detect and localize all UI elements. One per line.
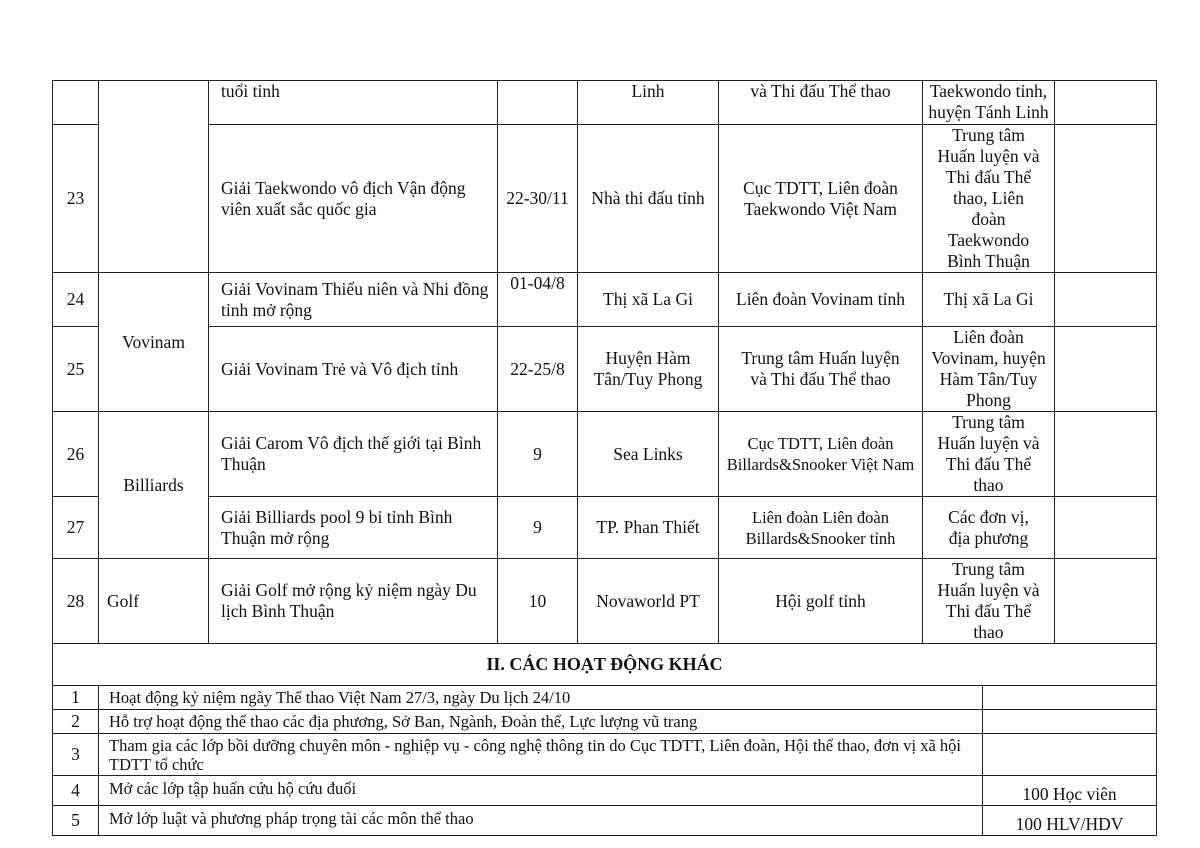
event-cell: Giải Vovinam Thiếu niên và Nhi đồng tỉnh mở rộng <box>209 273 498 327</box>
list-item <box>53 710 1157 734</box>
coordinator-cell: Liên đoàn Vovinam, huyện Hàm Tân/Tuy Phong <box>923 327 1055 412</box>
event-cell: Giải Billiards pool 9 bi tỉnh Bình Thuận mở rộng <box>209 497 498 559</box>
item-number: 5 <box>53 806 99 836</box>
event-cell: Giải Golf mở rộng kỷ niệm ngày Du lịch Bình Thuận <box>209 559 498 644</box>
row-number-cell: 24 <box>53 273 99 327</box>
sport-cell: Golf <box>99 559 209 644</box>
list-item <box>53 806 1157 836</box>
coordinator-cell: Trung tâm Huấn luyện và Thi đấu Thể thao <box>923 559 1055 644</box>
item-target: 100 Học viên <box>983 776 1157 806</box>
venue-cell: Sea Links <box>578 412 719 497</box>
time-cell: 22-25/8 <box>498 327 578 412</box>
note-cell <box>1055 559 1157 644</box>
time-cell: 9 <box>498 412 578 497</box>
row-number-cell: 27 <box>53 497 99 559</box>
event-cell: tuổi tỉnh <box>209 81 498 125</box>
coordinator-cell: Taekwondo tỉnh, huyện Tánh Linh <box>923 81 1055 125</box>
table-row <box>53 559 1157 644</box>
section-heading-row <box>53 644 1157 686</box>
time-cell: 22-30/11 <box>498 125 578 273</box>
time-cell: 10 <box>498 559 578 644</box>
item-target <box>983 710 1157 734</box>
list-item <box>53 734 1157 776</box>
time-cell <box>498 81 578 125</box>
note-cell <box>1055 497 1157 559</box>
time-cell: 9 <box>498 497 578 559</box>
row-number-cell: 23 <box>53 125 99 273</box>
row-number-cell: 26 <box>53 412 99 497</box>
item-number: 1 <box>53 686 99 710</box>
organizer-cell: Liên đoàn Liên đoàn Billards&Snooker tỉnh <box>719 497 923 559</box>
venue-cell: Novaworld PT <box>578 559 719 644</box>
note-cell <box>1055 412 1157 497</box>
list-item <box>53 686 1157 710</box>
item-number: 3 <box>53 734 99 776</box>
organizer-cell: Cục TDTT, Liên đoàn Taekwondo Việt Nam <box>719 125 923 273</box>
table-row <box>53 412 1157 497</box>
event-cell: Giải Vovinam Trẻ và Vô địch tỉnh <box>209 327 498 412</box>
organizer-cell: Liên đoàn Vovinam tỉnh <box>719 273 923 327</box>
organizer-cell: và Thi đấu Thể thao <box>719 81 923 125</box>
item-target <box>983 734 1157 776</box>
venue-cell: Huyện Hàm Tân/Tuy Phong <box>578 327 719 412</box>
item-target <box>983 686 1157 710</box>
list-item <box>53 776 1157 806</box>
coordinator-cell: Trung tâm Huấn luyện và Thi đấu Thể thao <box>923 412 1055 497</box>
row-number-cell: 25 <box>53 327 99 412</box>
table-row <box>53 125 1157 273</box>
item-text: Hoạt động kỷ niệm ngày Thể thao Việt Nam 27/3, ngày Du lịch 24/10 <box>99 686 983 710</box>
table-row <box>53 81 1157 125</box>
row-number-cell: 28 <box>53 559 99 644</box>
item-text: Tham gia các lớp bồi dưỡng chuyên môn - nghiệp vụ - công nghệ thông tin do Cục TDTT, Liên đoàn, Hội thể thao, đơn vị xã hội TDTT tổ chức <box>99 734 983 776</box>
schedule-table <box>52 80 1157 836</box>
venue-cell: Thị xã La Gi <box>578 273 719 327</box>
note-cell <box>1055 273 1157 327</box>
coordinator-cell: Trung tâm Huấn luyện và Thi đấu Thể thao, Liên đoàn Taekwondo Bình Thuận <box>923 125 1055 273</box>
organizer-cell: Trung tâm Huấn luyện và Thi đấu Thể thao <box>719 327 923 412</box>
coordinator-cell: Thị xã La Gi <box>923 273 1055 327</box>
event-cell: Giải Taekwondo vô địch Vận động viên xuất sắc quốc gia <box>209 125 498 273</box>
table-row <box>53 273 1157 327</box>
section-title: II. CÁC HOẠT ĐỘNG KHÁC <box>53 644 1157 686</box>
sport-cell <box>99 81 209 273</box>
row-number-cell <box>53 81 99 125</box>
item-text: Hỗ trợ hoạt động thể thao các địa phương, Sở Ban, Ngành, Đoàn thể, Lực lượng vũ trang <box>99 710 983 734</box>
coordinator-cell: Các đơn vị, địa phương <box>923 497 1055 559</box>
item-text: Mở các lớp tập huấn cứu hộ cứu đuối <box>99 776 983 806</box>
note-cell <box>1055 81 1157 125</box>
sport-cell: Vovinam <box>99 273 209 412</box>
organizer-cell: Cục TDTT, Liên đoàn Billards&Snooker Việt Nam <box>719 412 923 497</box>
item-text: Mở lớp luật và phương pháp trọng tài các môn thể thao <box>99 806 983 836</box>
note-cell <box>1055 125 1157 273</box>
item-target: 100 HLV/HDV <box>983 806 1157 836</box>
venue-cell: Linh <box>578 81 719 125</box>
venue-cell: TP. Phan Thiết <box>578 497 719 559</box>
event-cell: Giải Carom Vô địch thế giới tại Bình Thuận <box>209 412 498 497</box>
item-number: 4 <box>53 776 99 806</box>
time-cell: 01-04/8 <box>498 273 578 327</box>
table-row <box>53 497 1157 559</box>
item-number: 2 <box>53 710 99 734</box>
venue-cell: Nhà thi đấu tỉnh <box>578 125 719 273</box>
sport-cell: Billiards <box>99 412 209 559</box>
table-row <box>53 327 1157 412</box>
note-cell <box>1055 327 1157 412</box>
organizer-cell: Hội golf tỉnh <box>719 559 923 644</box>
